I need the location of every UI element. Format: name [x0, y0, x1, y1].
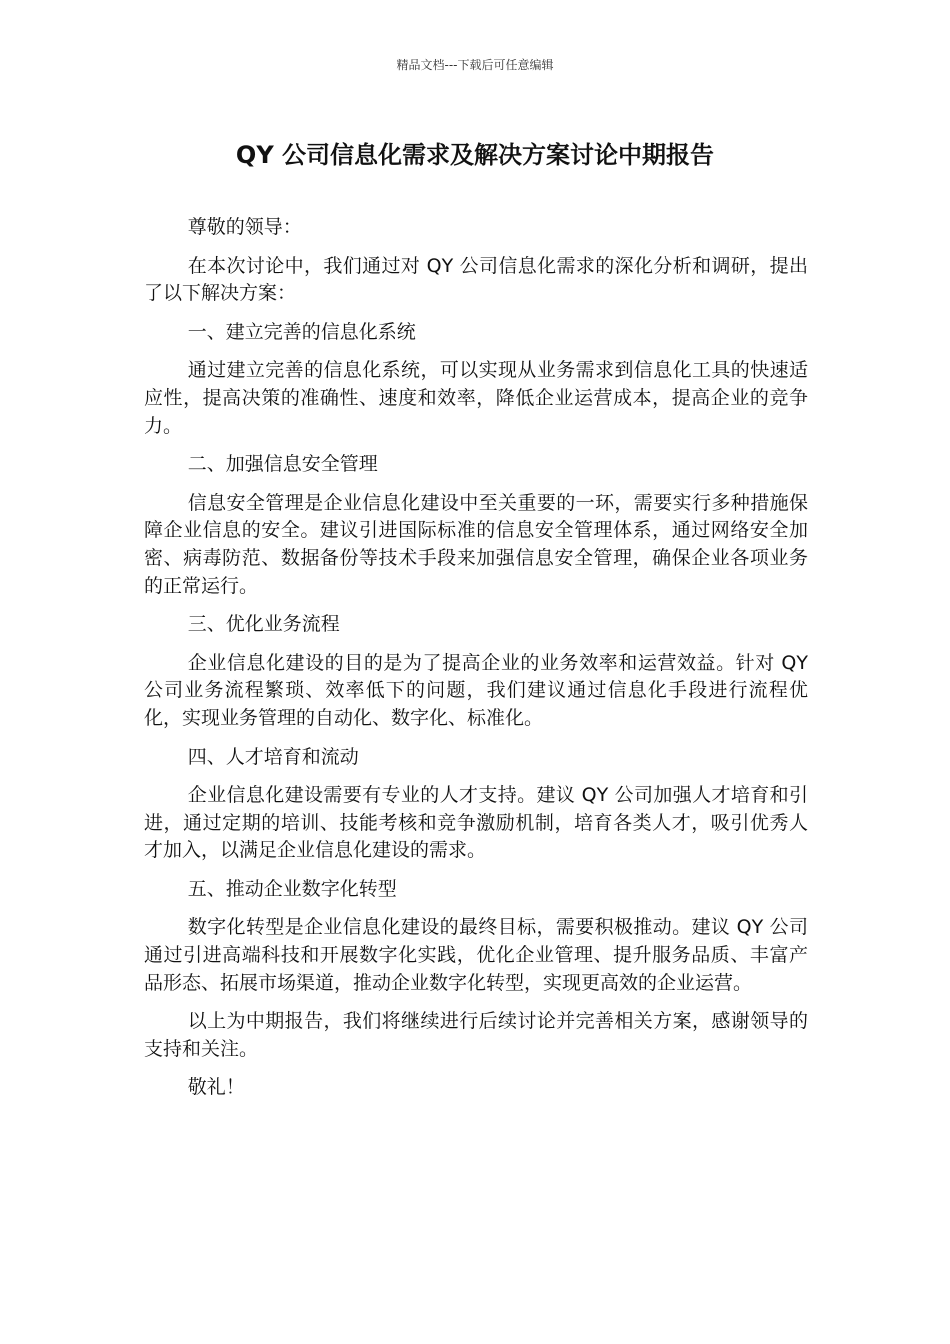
- section-paragraph-1: 通过建立完善的信息化系统，可以实现从业务需求到信息化工具的快速适应性，提高决策的准确性、速度和效率，降低企业运营成本，提高企业的竞争力。: [144, 359, 808, 437]
- closing-salute: 敬礼！: [187, 1076, 245, 1099]
- document-title: QY 公司信息化需求及解决方案讨论中期报告: [235, 141, 715, 169]
- section-heading-2: 二、加强信息安全管理: [187, 453, 378, 476]
- intro-paragraph: 在本次讨论中，我们通过对 QY 公司信息化需求的深化分析和调研，提出了以下解决方案：: [144, 254, 808, 305]
- document-body: [144, 214, 808, 1113]
- conclusion-paragraph: 以上为中期报告，我们将继续进行后续讨论并完善相关方案，感谢领导的支持和关注。: [144, 1010, 808, 1060]
- section-heading-5: 五、推动企业数字化转型: [187, 877, 397, 900]
- section-paragraph-2: 信息安全管理是企业信息化建设中至关重要的一环，需要实行多种措施保障企业信息的安全。建议引进国际标准的信息安全管理体系，通过网络安全加密、病毒防范、数据备份等技术手段来加强信息安全管理，确保企业各项业务的正常运行。: [144, 491, 808, 597]
- section-heading-1: 一、建立完善的信息化系统: [187, 320, 416, 343]
- salutation: 尊敬的领导：: [187, 216, 302, 238]
- section-paragraph-4: 企业信息化建设需要有专业的人才支持。建议 QY 公司加强人才培育和引进，通过定期的培训、技能考核和竞争激励机制，培育各类人才，吸引优秀人才加入，以满足企业信息化建设的需求。: [144, 784, 808, 862]
- section-paragraph-5: 数字化转型是企业信息化建设的最终目标，需要积极推动。建议 QY 公司通过引进高端科技和开展数字化实践，优化企业管理、提升服务品质、丰富产品形态、拓展市场渠道，推动企业数字化转型，实现更高效的企业运营。: [144, 916, 808, 994]
- section-paragraph-3: 企业信息化建设的目的是为了提高企业的业务效率和运营效益。针对 QY 公司业务流程繁琐、效率低下的问题，我们建议通过信息化手段进行流程优化，实现业务管理的自动化、数字化、标准化。: [144, 651, 808, 729]
- section-heading-3: 三、优化业务流程: [187, 613, 340, 636]
- section-heading-4: 四、人才培育和流动: [187, 745, 359, 768]
- header-note: 精品文档---下载后可任意编辑: [396, 58, 554, 72]
